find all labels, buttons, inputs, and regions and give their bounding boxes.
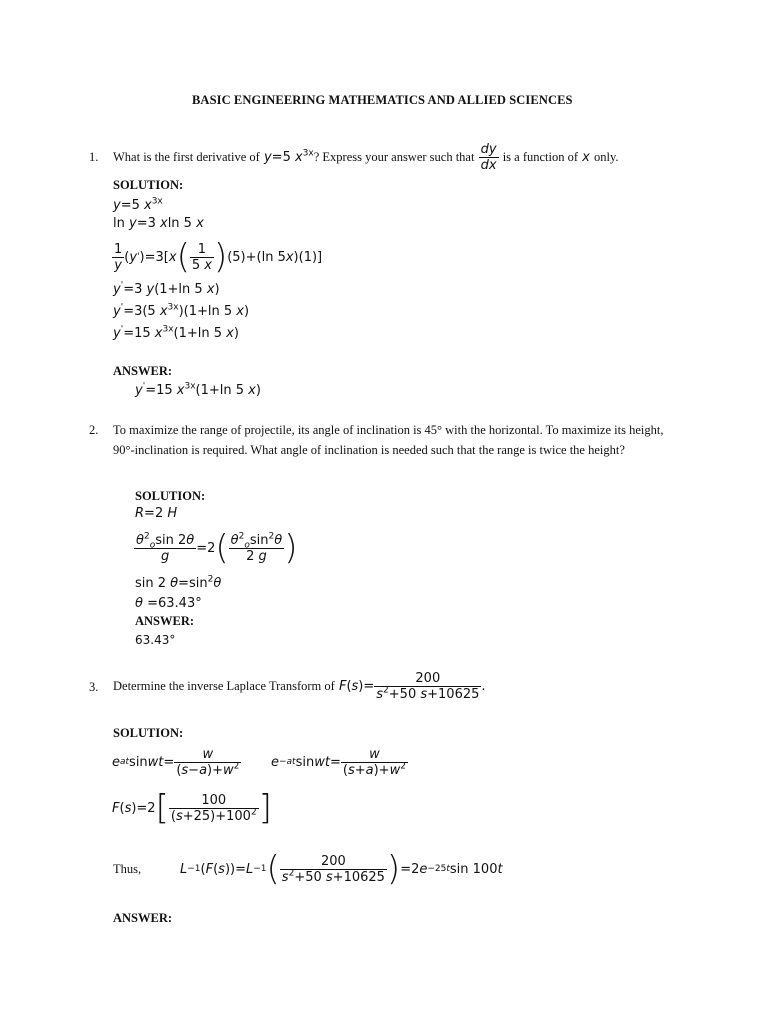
- question-2-number: 2.: [89, 423, 99, 437]
- q1-answer: y'=15 $x^{3x}(1+\ln$ 5 x): [135, 381, 261, 398]
- q1-step-6: y'=15 $x^{3x}(1+\ln$ 5 x): [113, 324, 239, 341]
- question-1-dydx: $\frac{dy}{dx}$: [480, 141, 497, 173]
- question-1-x: x: [578, 149, 594, 165]
- q1-step-5: y'=3(5 $x^{3x})(1+\ln$ 5 x): [113, 302, 250, 319]
- q3-formula-2: e −at sin wt = $\frac{w}{(s+a)+w^2}$: [271, 746, 406, 778]
- question-1-answer-label: ANSWER:: [113, 364, 173, 378]
- q2-step-2: $\frac{\theta^2_o\sin 2\theta}{g}$ =2 ( $\frac{\theta^2_o\sin^2\theta}{2 g}$ ): [136, 527, 298, 568]
- q3-formula-1: e at sin wt = $\frac{w}{(s-a)+w^2}$: [112, 746, 240, 778]
- q2-step-1: R=2 H: [135, 506, 178, 521]
- question-3-text: [113, 666, 486, 706]
- question-2-line-1: To maximize the range of projectile, its angle of inclination is 45° with the horizontal. To maximize its height,: [113, 423, 664, 437]
- question-3-solution-label: SOLUTION:: [113, 726, 184, 740]
- question-1-equation: y=5 $x^{3x}$: [263, 148, 314, 165]
- q2-step-3: sin 2 $\theta=\sin^2\theta$: [135, 574, 222, 591]
- question-2-answer-value: 63.43°: [135, 633, 176, 647]
- question-1-text-b: ? Express your answer such that: [313, 149, 475, 164]
- question-2-line-2: 90°-inclination is required. What angle of inclination is needed such that the range is twice the height?: [113, 443, 625, 457]
- q3-result: L −1 ( F ( s ))= L −1 ( $\frac{200}{s^2+50 s+10625}$ ) =2 e −25t sin 100 t: [180, 848, 503, 889]
- q1-step-1: y=5 $x^{3x}$: [113, 196, 163, 213]
- question-2-solution-label: SOLUTION:: [135, 489, 206, 503]
- question-1-text-c: is a function of: [502, 149, 579, 164]
- question-1-text: [113, 139, 619, 175]
- question-1-solution-label: SOLUTION:: [113, 178, 184, 192]
- question-3-answer-label: ANSWER:: [113, 911, 173, 925]
- page-title: BASIC ENGINEERING MATHEMATICS AND ALLIED SCIENCES: [192, 93, 573, 107]
- question-1-text-d: only.: [594, 149, 619, 164]
- q1-step-4: y'=3 y(1+ln 5 x): [113, 280, 220, 297]
- question-2-answer-label: ANSWER:: [135, 614, 195, 628]
- question-3-thus: Thus,: [113, 862, 142, 876]
- question-3-equation: F(s)= $\frac{200}{s^2+50 s+10625}$ .: [338, 670, 486, 702]
- q2-step-4: θ =63.43°: [135, 596, 202, 611]
- question-3-number: 3.: [89, 680, 99, 694]
- q1-step-2: ln y=3 xln 5 x: [113, 216, 204, 231]
- question-1-number: 1.: [89, 150, 99, 164]
- question-1-text-a: What is the first derivative of: [113, 149, 260, 164]
- question-3-text-label: Determine the inverse Laplace Transform of: [113, 678, 335, 693]
- q1-step-3: $\frac{1}{y}$ ( y ' )=3[ x ( $\frac{1}{5 x}$ ) (5)+(ln 5 x )(1)]: [114, 236, 323, 277]
- q3-step-1: F ( s )=2 [ $\frac{100}{(s+25)+100^2}$ ]: [112, 787, 272, 828]
